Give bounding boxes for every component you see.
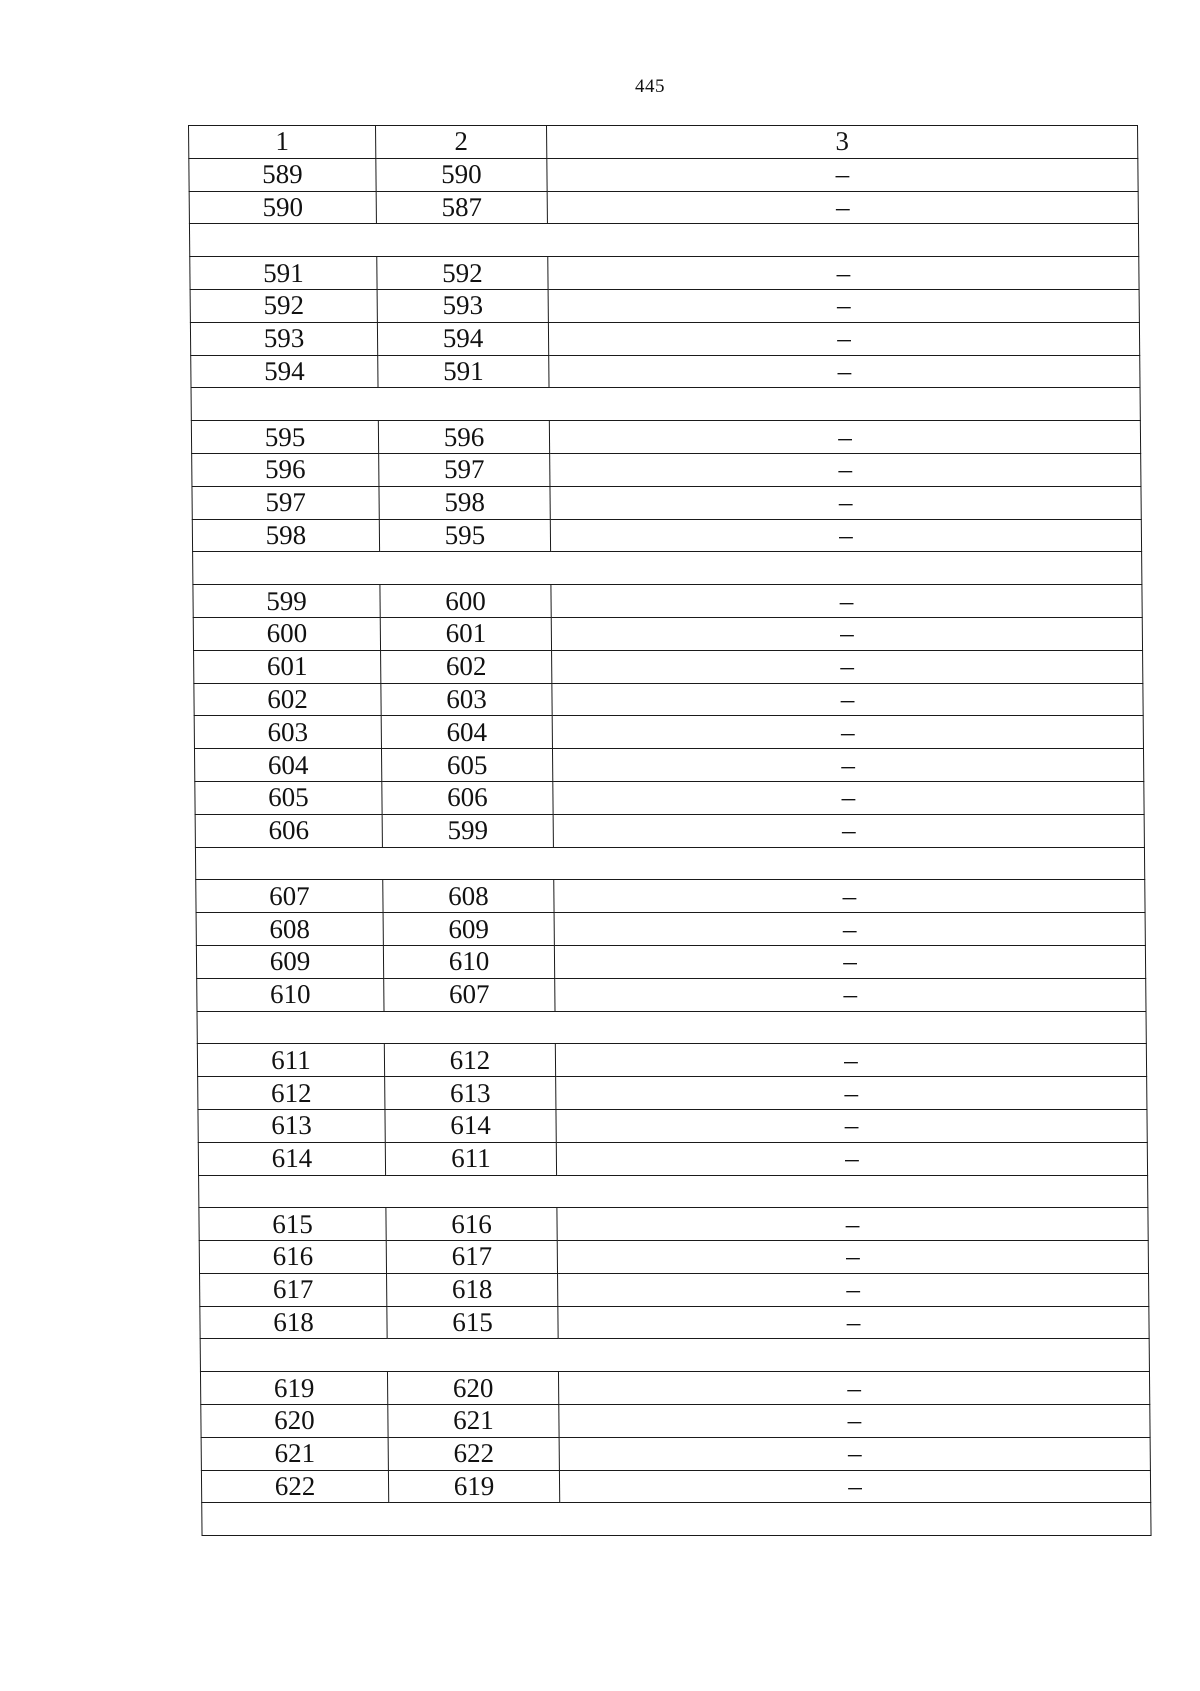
- table-cell-col-3: –: [559, 1405, 1150, 1438]
- table-row: [198, 1077, 1147, 1110]
- table-cell-col-2: 598: [379, 486, 550, 519]
- table-cell-col-2: 610: [383, 945, 554, 978]
- table-cell-col-1: 596: [192, 453, 379, 486]
- table-row: [196, 880, 1145, 913]
- table-row: [197, 1044, 1146, 1077]
- table-cell-col-1: 602: [194, 683, 381, 716]
- table-cell-col-3: –: [549, 421, 1140, 454]
- table-cell-col-2: 587: [376, 191, 547, 224]
- table-cell-col-2: 591: [378, 355, 549, 388]
- table-cell-col-2: 612: [384, 1044, 555, 1077]
- table-cell-col-2: 613: [385, 1077, 556, 1110]
- table-row: [198, 1109, 1147, 1142]
- table-cell-col-1: 612: [198, 1077, 385, 1110]
- table-cell-col-1: 620: [201, 1405, 388, 1438]
- table-cell-col-3: –: [552, 650, 1143, 683]
- table-header-row: [189, 126, 1138, 159]
- table-cell-col-3: –: [558, 1372, 1149, 1405]
- table-row: [196, 913, 1145, 946]
- table-row: [198, 1142, 1147, 1175]
- table-cell-col-2: 620: [387, 1372, 558, 1405]
- page-number: 445: [635, 76, 665, 97]
- group-separator-row: [189, 224, 1138, 257]
- table-cell-col-1: 617: [200, 1273, 387, 1306]
- group-separator-row: [193, 552, 1142, 585]
- table-cell-col-2: 606: [382, 781, 553, 814]
- table-row: [191, 421, 1140, 454]
- table-cell-col-2: 596: [378, 421, 549, 454]
- table-cell-col-2: 617: [386, 1241, 557, 1274]
- table-body: [189, 126, 1152, 1536]
- table-cell-col-1: 598: [192, 519, 379, 552]
- table-row: [194, 650, 1143, 683]
- table-cell-col-3: –: [555, 1044, 1146, 1077]
- table-cell-col-3: –: [554, 913, 1145, 946]
- table-cell-col-3: –: [558, 1306, 1149, 1339]
- table-row: [191, 355, 1140, 388]
- group-separator-cell: [191, 388, 1140, 421]
- table-cell-col-3: –: [559, 1470, 1150, 1503]
- table-row: [192, 519, 1141, 552]
- table-cell-col-1: 593: [190, 322, 377, 355]
- table-cell-col-3: –: [552, 683, 1143, 716]
- table-cell-col-3: –: [552, 749, 1143, 782]
- table-cell-col-1: 615: [199, 1208, 386, 1241]
- table-cell-col-2: 619: [388, 1470, 559, 1503]
- table-cell-col-2: 592: [377, 257, 548, 290]
- table-cell-col-1: 613: [198, 1109, 385, 1142]
- table-row: [200, 1273, 1149, 1306]
- table-cell-col-3: –: [551, 617, 1142, 650]
- table-cell-col-1: 592: [190, 289, 377, 322]
- table-cell-col-3: –: [556, 1077, 1147, 1110]
- table-cell-col-3: –: [551, 585, 1142, 618]
- table-cell-col-1: 605: [195, 781, 382, 814]
- group-separator-row: [197, 1011, 1146, 1044]
- table-cell-col-1: 589: [189, 158, 376, 191]
- table-row: [192, 453, 1141, 486]
- table-row: [194, 749, 1143, 782]
- table-cell-col-1: 601: [194, 650, 381, 683]
- table-cell-col-2: 603: [381, 683, 552, 716]
- table-cell-col-2: 621: [388, 1405, 559, 1438]
- table-cell-col-3: –: [548, 289, 1139, 322]
- table-row: [199, 1241, 1148, 1274]
- table-cell-col-2: 605: [381, 749, 552, 782]
- table-cell-col-2: 622: [388, 1437, 559, 1470]
- table-row: [201, 1470, 1150, 1503]
- table-row: [190, 289, 1139, 322]
- group-separator-cell: [195, 847, 1144, 880]
- table-cell-col-3: –: [556, 1142, 1147, 1175]
- group-separator-row: [202, 1503, 1151, 1536]
- table-cell-col-1: 607: [196, 880, 383, 913]
- table-cell-col-3: –: [559, 1437, 1150, 1470]
- table-cell-col-3: –: [555, 978, 1146, 1011]
- table-cell-col-1: 591: [190, 257, 377, 290]
- table-cell-col-2: 595: [379, 519, 550, 552]
- data-table: [188, 125, 1152, 1536]
- table-cell-col-3: –: [550, 453, 1141, 486]
- table-cell-col-2: 604: [381, 716, 552, 749]
- table-cell-col-1: 619: [200, 1372, 387, 1405]
- table-row: [192, 486, 1141, 519]
- header-cell-col-1: 1: [189, 126, 376, 159]
- table-cell-col-2: 594: [377, 322, 548, 355]
- table-cell-col-2: 597: [379, 453, 550, 486]
- header-cell-col-3: 3: [547, 126, 1138, 159]
- table-cell-col-2: 614: [385, 1109, 556, 1142]
- table-cell-col-2: 611: [385, 1142, 556, 1175]
- table-cell-col-2: 607: [384, 978, 555, 1011]
- table-cell-col-2: 608: [383, 880, 554, 913]
- table-cell-col-1: 609: [196, 945, 383, 978]
- table-cell-col-2: 602: [381, 650, 552, 683]
- table-row: [201, 1437, 1150, 1470]
- table-row: [200, 1372, 1149, 1405]
- table-cell-col-3: –: [557, 1208, 1148, 1241]
- table-cell-col-2: 616: [386, 1208, 557, 1241]
- table-row: [194, 716, 1143, 749]
- table-cell-col-2: 593: [377, 289, 548, 322]
- group-separator-row: [195, 847, 1144, 880]
- table-cell-col-3: –: [554, 880, 1145, 913]
- group-separator-row: [199, 1175, 1148, 1208]
- table-cell-col-3: –: [552, 716, 1143, 749]
- group-separator-row: [191, 388, 1140, 421]
- table-row: [194, 683, 1143, 716]
- table-cell-col-2: 599: [382, 814, 553, 847]
- table-cell-col-3: –: [554, 945, 1145, 978]
- table-cell-col-2: 601: [380, 617, 551, 650]
- table-cell-col-1: 597: [192, 486, 379, 519]
- table-cell-col-1: 594: [191, 355, 378, 388]
- table-cell-col-1: 604: [194, 749, 381, 782]
- table-cell-col-1: 616: [199, 1241, 386, 1274]
- table-cell-col-3: –: [547, 158, 1138, 191]
- group-separator-cell: [189, 224, 1138, 257]
- table-cell-col-1: 614: [198, 1142, 385, 1175]
- table-cell-col-3: –: [549, 355, 1140, 388]
- group-separator-cell: [193, 552, 1142, 585]
- header-cell-col-2: 2: [376, 126, 547, 159]
- table-row: [193, 617, 1142, 650]
- table-cell-col-1: 590: [189, 191, 376, 224]
- table-cell-col-1: 600: [193, 617, 380, 650]
- table-cell-col-3: –: [556, 1109, 1147, 1142]
- table-row: [196, 945, 1145, 978]
- table-row: [197, 978, 1146, 1011]
- table-cell-col-1: 608: [196, 913, 383, 946]
- table-row: [195, 781, 1144, 814]
- table-cell-col-1: 618: [200, 1306, 387, 1339]
- table-cell-col-1: 599: [193, 585, 380, 618]
- table-cell-col-3: –: [558, 1273, 1149, 1306]
- table-row: [189, 191, 1138, 224]
- table-cell-col-3: –: [553, 781, 1144, 814]
- table-cell-col-3: –: [553, 814, 1144, 847]
- table-row: [195, 814, 1144, 847]
- table-cell-col-1: 603: [194, 716, 381, 749]
- table-cell-col-1: 611: [197, 1044, 384, 1077]
- group-separator-cell: [200, 1339, 1149, 1372]
- table-cell-col-3: –: [548, 322, 1139, 355]
- table-row: [199, 1208, 1148, 1241]
- table-cell-col-1: 606: [195, 814, 382, 847]
- table-cell-col-2: 590: [376, 158, 547, 191]
- table-row: [201, 1405, 1150, 1438]
- table-cell-col-3: –: [550, 486, 1141, 519]
- group-separator-cell: [202, 1503, 1151, 1536]
- table-row: [190, 257, 1139, 290]
- group-separator-cell: [199, 1175, 1148, 1208]
- table-cell-col-3: –: [548, 257, 1139, 290]
- table-cell-col-1: 621: [201, 1437, 388, 1470]
- table-cell-col-3: –: [557, 1241, 1148, 1274]
- table-cell-col-1: 622: [201, 1470, 388, 1503]
- table-cell-col-2: 618: [387, 1273, 558, 1306]
- table-row: [200, 1306, 1149, 1339]
- table-cell-col-3: –: [550, 519, 1141, 552]
- table-row: [193, 585, 1142, 618]
- table-row: [190, 322, 1139, 355]
- table-cell-col-1: 610: [197, 978, 384, 1011]
- table-cell-col-1: 595: [191, 421, 378, 454]
- table-cell-col-2: 600: [380, 585, 551, 618]
- table-cell-col-3: –: [547, 191, 1138, 224]
- table-cell-col-2: 609: [383, 913, 554, 946]
- group-separator-cell: [197, 1011, 1146, 1044]
- group-separator-row: [200, 1339, 1149, 1372]
- table-cell-col-2: 615: [387, 1306, 558, 1339]
- table-row: [189, 158, 1138, 191]
